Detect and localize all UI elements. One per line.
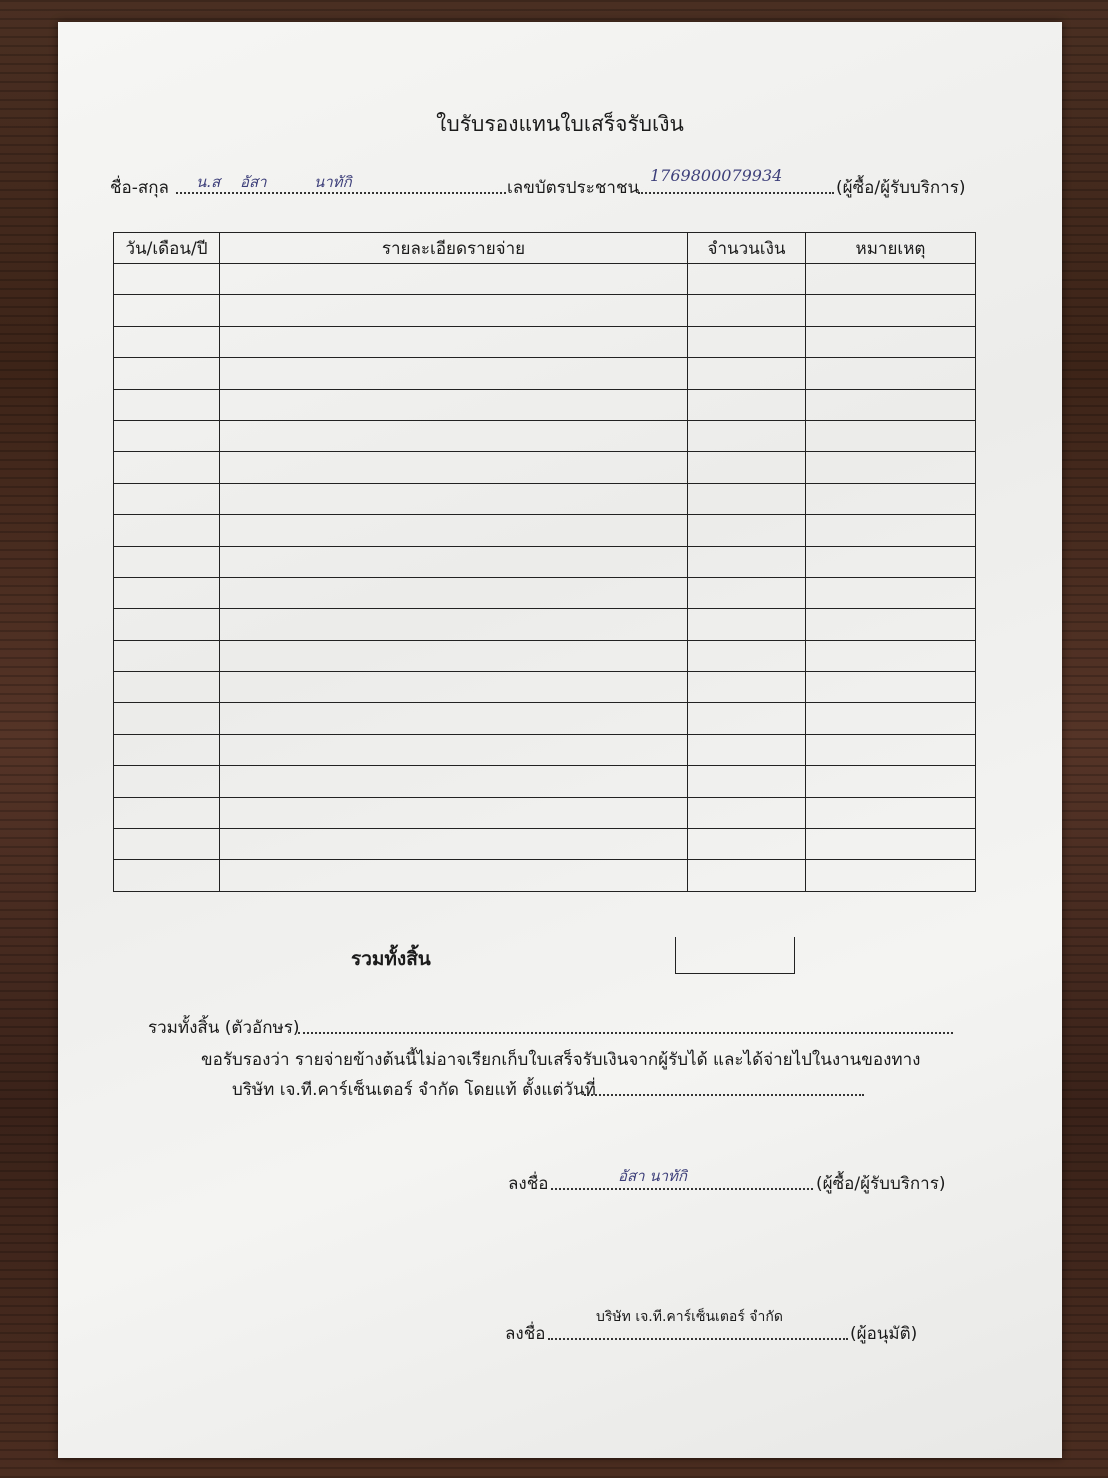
cell-details: [220, 326, 688, 357]
cell-amount: [688, 860, 806, 891]
cell-date: [114, 452, 220, 483]
cell-remarks: [806, 640, 976, 671]
cell-remarks: [806, 766, 976, 797]
name-label: ชื่อ-สกุล: [110, 178, 169, 198]
col-header-amount: จำนวนเงิน: [688, 233, 806, 264]
cell-remarks: [806, 420, 976, 451]
table-row: [114, 640, 976, 671]
cell-details: [220, 577, 688, 608]
cell-remarks: [806, 829, 976, 860]
cell-amount: [688, 609, 806, 640]
signature-dotted-line-buyer: [551, 1188, 813, 1190]
date-dotted-line: [584, 1094, 864, 1096]
cell-details: [220, 703, 688, 734]
form-title: ใบรับรองแทนใบเสร็จรับเงิน: [436, 112, 684, 136]
col-header-remarks: หมายเหตุ: [806, 233, 976, 264]
cell-amount: [688, 389, 806, 420]
total-text-label: รวมทั้งสิ้น (ตัวอักษร): [148, 1018, 300, 1038]
cell-date: [114, 672, 220, 703]
cell-date: [114, 358, 220, 389]
cell-details: [220, 672, 688, 703]
table-row: [114, 577, 976, 608]
cell-remarks: [806, 577, 976, 608]
buyer-role-label: (ผู้ซื้อ/ผู้รับบริการ): [836, 178, 966, 198]
company-name-stamp: บริษัท เจ.ที.คาร์เซ็นเตอร์ จำกัด: [596, 1309, 783, 1325]
cell-amount: [688, 295, 806, 326]
cell-details: [220, 640, 688, 671]
signature-role-approver: (ผู้อนุมัติ): [850, 1324, 918, 1344]
table-row: [114, 358, 976, 389]
cell-amount: [688, 358, 806, 389]
table-row: [114, 326, 976, 357]
col-header-details: รายละเอียดรายจ่าย: [220, 233, 688, 264]
name-last-handwritten: นาทักิ: [314, 173, 352, 191]
total-amount-box: [675, 937, 795, 974]
cell-details: [220, 609, 688, 640]
cell-details: [220, 483, 688, 514]
cell-remarks: [806, 797, 976, 828]
cell-remarks: [806, 515, 976, 546]
table-row: [114, 483, 976, 514]
cell-amount: [688, 483, 806, 514]
cell-date: [114, 609, 220, 640]
signature-dotted-line-approver: [548, 1338, 848, 1340]
cell-remarks: [806, 609, 976, 640]
cell-amount: [688, 452, 806, 483]
signature-label-approver: ลงชื่อ: [505, 1324, 546, 1344]
table-row: [114, 703, 976, 734]
cell-date: [114, 295, 220, 326]
cell-date: [114, 860, 220, 891]
cell-amount: [688, 515, 806, 546]
col-header-date: วัน/เดือน/ปี: [114, 233, 220, 264]
cell-date: [114, 264, 220, 295]
cell-details: [220, 420, 688, 451]
table-row: [114, 860, 976, 891]
table-row: [114, 515, 976, 546]
cell-details: [220, 295, 688, 326]
signature-buyer-handwritten: อัสา นาทักิ: [618, 1167, 688, 1185]
cell-date: [114, 640, 220, 671]
cell-details: [220, 358, 688, 389]
cell-date: [114, 734, 220, 765]
cell-remarks: [806, 734, 976, 765]
table-row: [114, 420, 976, 451]
table-header-row: [114, 233, 976, 264]
cell-date: [114, 766, 220, 797]
expense-table: [113, 232, 976, 892]
cell-details: [220, 515, 688, 546]
cell-remarks: [806, 326, 976, 357]
cell-amount: [688, 546, 806, 577]
id-label: เลขบัตรประชาชน: [507, 178, 640, 198]
cell-amount: [688, 829, 806, 860]
table-row: [114, 295, 976, 326]
name-first-handwritten: อัสา: [240, 173, 267, 191]
total-text-dotted-line: [298, 1032, 953, 1034]
total-label: รวมทั้งสิ้น: [351, 948, 431, 970]
cell-remarks: [806, 295, 976, 326]
cell-amount: [688, 577, 806, 608]
cell-details: [220, 546, 688, 577]
signature-label-buyer: ลงชื่อ: [508, 1174, 549, 1194]
cell-remarks: [806, 389, 976, 420]
cell-amount: [688, 640, 806, 671]
expense-table-body: [114, 264, 976, 892]
name-prefix-handwritten: น.ส: [196, 173, 221, 191]
cell-remarks: [806, 483, 976, 514]
table-row: [114, 829, 976, 860]
cell-remarks: [806, 264, 976, 295]
cell-amount: [688, 766, 806, 797]
cell-remarks: [806, 358, 976, 389]
cell-amount: [688, 734, 806, 765]
table-row: [114, 797, 976, 828]
cell-details: [220, 389, 688, 420]
certification-line-1: ขอรับรองว่า รายจ่ายข้างต้นนี้ไม่อาจเรียกเก็บใบเสร็จรับเงินจากผู้รับได้ และได้จ่ายไปในงานของทาง: [201, 1050, 921, 1070]
cell-amount: [688, 326, 806, 357]
table-row: [114, 546, 976, 577]
id-value-handwritten: 1769800079934: [650, 166, 783, 185]
cell-date: [114, 577, 220, 608]
cell-remarks: [806, 452, 976, 483]
cell-amount: [688, 703, 806, 734]
cell-details: [220, 797, 688, 828]
cell-date: [114, 389, 220, 420]
table-row: [114, 264, 976, 295]
cell-amount: [688, 672, 806, 703]
table-row: [114, 452, 976, 483]
cell-amount: [688, 797, 806, 828]
cell-remarks: [806, 860, 976, 891]
cell-date: [114, 515, 220, 546]
cell-date: [114, 326, 220, 357]
cell-amount: [688, 420, 806, 451]
table-row: [114, 672, 976, 703]
cell-details: [220, 860, 688, 891]
cell-amount: [688, 264, 806, 295]
cell-date: [114, 829, 220, 860]
id-dotted-line: [638, 192, 834, 194]
cell-date: [114, 420, 220, 451]
signature-role-buyer: (ผู้ซื้อ/ผู้รับบริการ): [816, 1174, 946, 1194]
table-row: [114, 609, 976, 640]
cell-details: [220, 829, 688, 860]
table-row: [114, 389, 976, 420]
cell-remarks: [806, 672, 976, 703]
cell-details: [220, 766, 688, 797]
cell-date: [114, 483, 220, 514]
cell-details: [220, 264, 688, 295]
cell-details: [220, 734, 688, 765]
table-row: [114, 734, 976, 765]
cell-remarks: [806, 546, 976, 577]
receipt-form-paper: [58, 22, 1062, 1458]
cell-date: [114, 546, 220, 577]
cell-details: [220, 452, 688, 483]
cell-remarks: [806, 703, 976, 734]
cell-date: [114, 797, 220, 828]
table-row: [114, 766, 976, 797]
certification-line-2: บริษัท เจ.ที.คาร์เซ็นเตอร์ จำกัด โดยแท้ ตั้งแต่วันที่: [232, 1080, 596, 1100]
cell-date: [114, 703, 220, 734]
